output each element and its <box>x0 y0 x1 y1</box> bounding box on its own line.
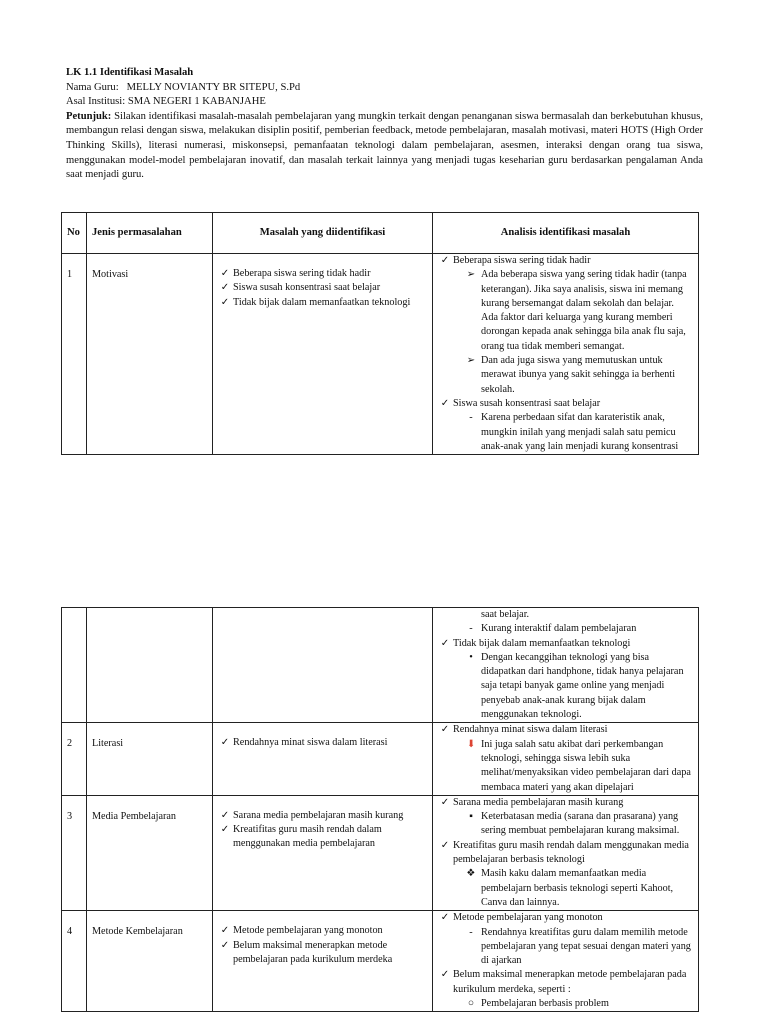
check-icon: ✓ <box>440 969 450 981</box>
problem-analysis <box>433 911 699 1012</box>
analysis-item: ✓ Sarana media pembelajaran masih kurang <box>437 796 692 810</box>
circle-bullet-icon: ○ <box>467 998 475 1010</box>
list-item: ✓ Metode pembelajaran yang monoton <box>217 924 428 938</box>
analysis-item: ✓ Belum maksimal menerapkan metode pembelajaran pada kurikulum merdeka, seperti : <box>437 968 692 997</box>
list-item: ✓ Sarana media pembelajaran masih kurang <box>217 809 428 823</box>
document-title: LK 1.1 Identifikasi Masalah <box>66 67 194 78</box>
problem-type: Literasi <box>87 723 213 795</box>
analysis-subitem: ➢ Ada beberapa siswa yang sering tidak hadir (tanpa keterangan). Jika saya analisis, siswa ini memang kurang bersemangat dalam sekolah dan belajar. Ada faktor dari keluarga yang kurang memberi dorongan kepada anak sehingga bila anak flu saja, orang tua tidak memberi semangat. <box>437 268 692 354</box>
analysis-item: ✓ Kreatifitas guru masih rendah dalam menggunakan media pembelajaran berbasis teknologi <box>437 839 692 868</box>
problem-analysis <box>433 608 699 723</box>
teacher-name-label: Nama Guru: <box>66 81 119 93</box>
check-icon: ✓ <box>440 796 450 808</box>
problem-analysis <box>433 795 699 910</box>
row-number: 3 <box>62 795 87 910</box>
check-icon: ✓ <box>440 839 450 851</box>
institution-name: SMA NEGERI 1 KABANJAHE <box>127 96 266 108</box>
check-icon: ✓ <box>220 824 230 836</box>
check-icon: ✓ <box>220 296 230 308</box>
institution-line <box>66 95 703 110</box>
header-analisis: Analisis identifikasi masalah <box>433 213 699 254</box>
dash-bullet-icon: - <box>469 926 473 938</box>
row-number: 2 <box>62 723 87 795</box>
dash-bullet-icon: - <box>469 412 473 424</box>
table-header-row <box>62 213 699 254</box>
diamond-bullet-icon: ❖ <box>466 868 476 880</box>
identified-problems <box>213 911 433 1012</box>
analysis-subitem: - Kurang interaktif dalam pembelajaran <box>437 622 692 636</box>
identified-problems <box>213 254 433 455</box>
check-icon: ✓ <box>220 809 230 821</box>
identified-problems <box>213 723 433 795</box>
check-icon: ✓ <box>440 637 450 649</box>
check-icon: ✓ <box>220 268 230 279</box>
row-number: 4 <box>62 911 87 1012</box>
header-no: No <box>62 213 87 254</box>
analysis-subitem: - Karena perbedaan sifat dan karateristik anak, mungkin inilah yang menjadi salah satu pemicu anak-anak yang lain menjadi kurang konsentrasi <box>437 411 692 454</box>
teacher-name-line <box>66 81 703 96</box>
list-item: ✓ Tidak bijak dalam memanfaatkan teknologi <box>217 296 428 310</box>
analysis-item: ✓ Beberapa siswa sering tidak hadir <box>437 254 692 268</box>
problem-table-part-1 <box>61 212 699 455</box>
analysis-subitem: ➢ Dan ada juga siswa yang memutuskan untuk merawat ibunya yang sakit sehingga ia berhenti sekolah. <box>437 354 692 397</box>
check-icon: ✓ <box>220 282 230 294</box>
row-number: 1 <box>62 254 87 455</box>
bullet-dot-icon: • <box>469 651 473 663</box>
problem-analysis <box>433 254 699 455</box>
square-bullet-icon: ▪ <box>469 811 473 823</box>
check-icon: ✓ <box>220 939 230 951</box>
problem-type: Motivasi <box>87 254 213 455</box>
problem-type: Media Pembelajaran <box>87 795 213 910</box>
check-icon: ✓ <box>440 912 450 924</box>
analysis-item: ✓ Tidak bijak dalam memanfaatkan teknologi <box>437 637 692 651</box>
analysis-continuation: saat belajar. <box>481 609 530 620</box>
analysis-subitem: ❖ Masih kaku dalam memanfaatkan media pembelajarn berbasis teknologi seperti Kahoot, Canva dan lainnya. <box>437 867 692 910</box>
identified-problems <box>213 795 433 910</box>
table-row <box>62 723 699 795</box>
analysis-item: ✓ Rendahnya minat siswa dalam literasi <box>437 723 692 737</box>
analysis-subitem: • Dengan kecanggihan teknologi yang bisa didapatkan dari handphone, tidak hanya pelajaran saja tetapi banyak game online yang menjadi penyebab anak-anak kurang bijak dalam menggunakan teknologi. <box>437 651 692 722</box>
arrow-bullet-icon: ➢ <box>466 269 476 281</box>
table-row <box>62 254 699 455</box>
institution-label: Asal Institusi: <box>66 96 126 108</box>
instructions <box>66 110 703 183</box>
check-icon: ✓ <box>440 255 450 266</box>
analysis-subitem: ⬇ Ini juga salah satu akibat dari perkembangan teknologi, sehingga siswa lebih suka melihat/menyaksikan video pembelajaran dari dapa membaca materi yang akan dipelajari <box>437 738 692 795</box>
hand-arrow-bullet-icon: ⬇ <box>466 738 476 750</box>
arrow-bullet-icon: ➢ <box>466 355 476 367</box>
document-header <box>66 66 703 183</box>
header-jenis: Jenis permasalahan <box>87 213 213 254</box>
list-item: ✓ Siswa susah konsentrasi saat belajar <box>217 281 428 295</box>
list-item: ✓ Belum maksimal menerapkan metode pembelajaran pada kurikulum merdeka <box>217 939 428 968</box>
analysis-subitem: ▪ Keterbatasan media (sarana dan prasarana) yang sering membuat pembelajaran kurang maksimal. <box>437 810 692 839</box>
identified-problems-empty <box>213 608 433 723</box>
teacher-name: MELLY NOVIANTY BR SITEPU, S.Pd <box>126 81 301 93</box>
dash-bullet-icon: - <box>469 623 473 635</box>
analysis-subitem: ○ Pembelajaran berbasis problem <box>437 997 692 1011</box>
problem-analysis <box>433 723 699 795</box>
analysis-item: ✓ Metode pembelajaran yang monoton <box>437 911 692 925</box>
table-row <box>62 608 699 723</box>
list-item: ✓ Beberapa siswa sering tidak hadir <box>217 267 428 281</box>
check-icon: ✓ <box>220 737 230 749</box>
instructions-text: Silakan identifikasi masalah-masalah pembelajaran yang mungkin terkait dengan penanganan siswa bermasalah dan berkebutuhan khusus, membangun relasi dengan siswa, melakukan disiplin positif, pemberian feedback, metode pembelajaran, masalah motivasi, materi HOTS (High Order Thinking Skills), literasi numerasi, miskonsepsi, pemanfaatan teknologi dalam pembelajaran, asesmen, interaksi dengan orang tua siswa, menggunakan model-model pembelajaran inovatif, dan masalah terkait lainnya yang menjadi tugas keseharian guru berdasarkan pengalaman Anda saat menjadi guru. <box>66 110 703 181</box>
header-masalah: Masalah yang diidentifikasi <box>213 213 433 254</box>
analysis-item: ✓ Siswa susah konsentrasi saat belajar <box>437 397 692 411</box>
table-row <box>62 795 699 910</box>
table-row <box>62 911 699 1012</box>
check-icon: ✓ <box>440 724 450 736</box>
analysis-subitem: - Rendahnya kreatifitas guru dalam memilih metode pembelajaran yang tepat sesuai dengan materi yang di ajarkan <box>437 926 692 969</box>
list-item: ✓ Rendahnya minat siswa dalam literasi <box>217 736 428 750</box>
row-number-empty <box>62 608 87 723</box>
problem-type-empty <box>87 608 213 723</box>
list-item: ✓ Kreatifitas guru masih rendah dalam menggunakan media pembelajaran <box>217 823 428 852</box>
instructions-label: Petunjuk: <box>66 110 112 122</box>
problem-type: Metode Kembelajaran <box>87 911 213 1012</box>
check-icon: ✓ <box>440 397 450 409</box>
check-icon: ✓ <box>220 925 230 937</box>
problem-table-part-2 <box>61 607 699 1012</box>
